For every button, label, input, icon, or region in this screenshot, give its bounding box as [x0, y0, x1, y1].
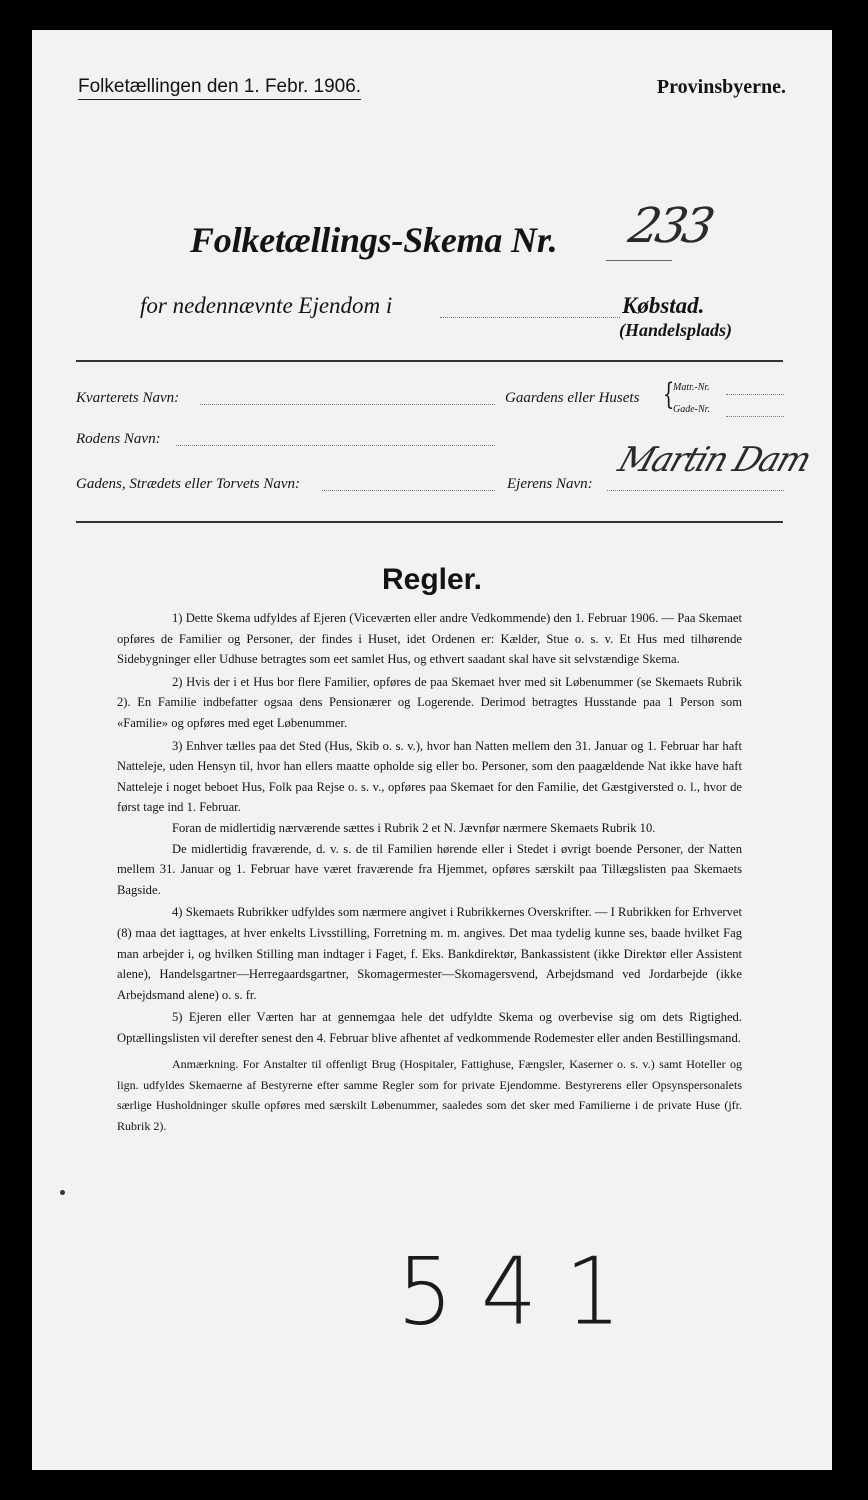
gade-nr-fill-line: [726, 416, 784, 417]
town-fill-line: [440, 317, 620, 318]
region-header: Provinsbyerne.: [656, 76, 786, 98]
town-type: Købstad.: [622, 293, 705, 318]
rule-4: 4) Skemaets Rubrikker udfyldes som nærmere angivet i Rubrikkernes Overskrifter. — I Rubrikken for Erhvervet (8) maa det iagttages, at hver enkelts Livsstilling, Forretning m. m. angives. Det maa tydelig kunne ses, baade hvilket Fag man arbejder i, og hvilken Stilling man indtager i Faget, f. Eks. Bankdirektør, Bankassistent (ikke Direktør eller Assistent alene), Handelsgartner—Herregaardsgartner, Skomagermester—Skomagersvend, Arbejdsmand ved Jordarbejde (ikke Arbejdsmand alene) o. s. fr.: [117, 905, 742, 1002]
rule-5: 5) Ejeren eller Værten har at gennemgaa hele det udfyldte Skema og overbevise sig om dets Rigtighed. Optællingslisten vil derefter senest den 4. Februar blive afhentet af vedkommende Rodemester eller anden Bestillingsmand.: [117, 1010, 742, 1045]
kvarter-fill-line: [200, 404, 495, 405]
rules-text: [117, 608, 742, 1136]
gade-label: Gadens, Strædets eller Torvets Navn:: [76, 476, 301, 492]
handwritten-form-number: 233: [624, 198, 716, 254]
rule-2: 2) Hvis der i et Hus bor flere Familier, opføres de paa Skemaet hver med sit Løbenummer (se Skemaets Rubrik 2). En Familie indbefatter ogsaa dens Pensionærer og Logerende. Derimod betragtes Husstande paa 1 Person som «Familie» og opføres med eget Løbenummer.: [117, 674, 742, 730]
title-number-line: [606, 260, 672, 261]
ejer-label: Ejerens Navn:: [507, 476, 593, 492]
rode-fill-line: [176, 445, 495, 446]
gade-nr-label: Gade-Nr.: [673, 404, 710, 415]
census-date-header: Folketællingen den 1. Febr. 1906.: [78, 76, 361, 100]
gade-fill-line: [322, 490, 495, 491]
middle-divider: [76, 521, 783, 523]
ink-dot: [60, 1190, 65, 1195]
rule-3: 3) Enhver tælles paa det Sted (Hus, Skib o. s. v.), hvor han Natten mellem den 31. Januar og 1. Februar har haft Natteleje, uden Hensyn til, hvor han ellers maatte opholde sig eller bo. Personer, som den paagældende Nat ikke have haft Natteleje i noget beboet Hus, Folk paa Rejse o. s. v., opføres paa Skemaet for den Familie, det Gæstgiversted o. l., hvor de først tage ind 1. Februar.: [117, 738, 742, 815]
kvarter-label: Kvarterets Navn:: [76, 390, 180, 406]
form-subtitle: for nedennævnte Ejendom i: [140, 293, 393, 318]
matr-fill-line: [726, 394, 784, 395]
rule-3-midlertidig-naervaerende: Foran de midlertidig nærværende sættes i Rubrik 2 et N. Jævnfør nærmere Skemaets Rubrik 10.: [172, 820, 656, 835]
rule-1: 1) Dette Skema udfyldes af Ejeren (Viceværten eller andre Vedkommende) den 1. Februar 1906. — Paa Skemaet opføres de Familier og Personer, der findes i Huset, idet Ordenen er: Kælder, Stue o. s. v. Et Hus med tilhørende Sidebygninger eller Udhuse betragtes som eet samlet Hus, og ethvert saadant skal have sit selvstændige Skema.: [117, 611, 742, 667]
rules-heading: Regler.: [381, 563, 483, 596]
gaard-label: Gaardens eller Husets: [505, 390, 640, 406]
top-divider: [76, 360, 783, 362]
form-title: Folketællings-Skema Nr.: [190, 220, 558, 260]
census-form-page: [32, 30, 832, 1470]
ejer-fill-line: [607, 490, 784, 491]
rule-3-midlertidig-fravaerende: De midlertidig fraværende, d. v. s. de til Familien hørende eller i Stedet i øvrigt boende Personer, der Natten mellem 31. Januar og 1. Februar have været fraværende fra Hjemmet, opføres særskilt paa Tillægslisten paa Skemaets Bagside.: [117, 841, 742, 897]
brace: {: [662, 377, 675, 412]
rules-note: Anmærkning. For Anstalter til offenligt Brug (Hospitaler, Fattighuse, Fængsler, Kaserner o. s. v.) samt Hoteller og lign. udfyldes Skemaerne af Bestyrerne efter samme Regler som for private Ejendomme. Bestyrerens eller Opsynspersonalets særlige Husholdninger skulle opføres med særskilt Løbenummer, saaledes som det sker med Familierne i de private Huse (jfr. Rubrik 2).: [117, 1057, 742, 1133]
owner-name-handwritten: Martin Dam: [613, 440, 815, 480]
handwritten-number: 541: [397, 1237, 649, 1346]
matr-label: Matr.-Nr.: [673, 382, 710, 393]
rode-label: Rodens Navn:: [76, 431, 161, 447]
town-type-alt: (Handelsplads): [619, 320, 733, 340]
